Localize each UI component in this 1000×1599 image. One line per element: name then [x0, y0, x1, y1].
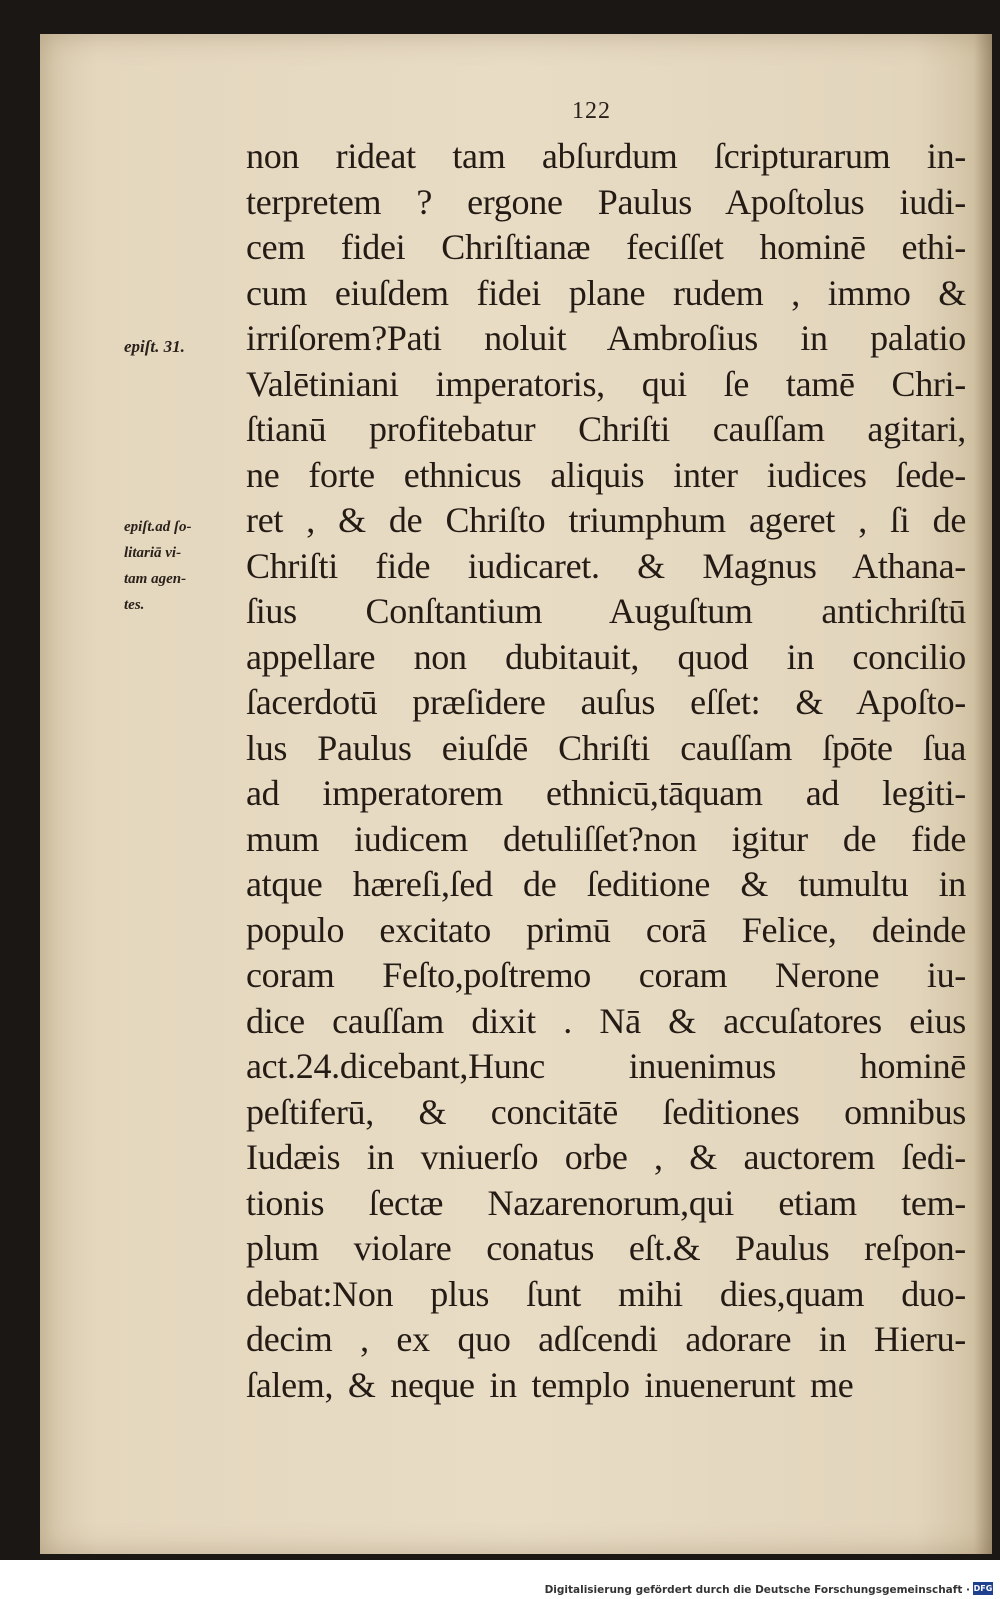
text-line: coram Feſto,poſtremo coram Nerone iu- [246, 955, 966, 995]
text-line: populo excitato primū corā Felice, deinde [246, 909, 966, 950]
text-line: Iudæis in vniuerſo orbe , & auctorem ſedi- [246, 1137, 966, 1177]
marginal-line: epiſt. 31. [124, 337, 185, 356]
text-line: peſtiferū, & concitātē ſeditiones omnibus [246, 1091, 966, 1132]
text-line: atque hæreſi,ſed de ſeditione & tumultu in [246, 864, 966, 904]
text-line: irriſorem?Pati noluit Ambroſius in palatio [246, 318, 966, 358]
marginal-line: epiſt.ad ſo- [124, 519, 192, 535]
text-line: ret , & de Chriſto triumphum ageret , ſi de [246, 500, 966, 540]
marginal-line: tes. [124, 597, 145, 613]
text-line: mum iudicem detuliſſet?non igitur de fide [246, 818, 966, 859]
text-line: cem fidei Chriſtianæ feciſſet hominē ethi- [246, 227, 966, 267]
text-line: dice cauſſam dixit . Nā & accuſatores eius [246, 1000, 966, 1041]
page-edge-shadow [974, 34, 992, 1554]
body-text [246, 134, 966, 1408]
text-line: ſacerdotū præſidere auſus eſſet: & Apoſto- [246, 682, 966, 722]
text-line: lus Paulus eiuſdē Chriſti cauſſam ſpōte ſua [246, 727, 966, 768]
text-line: non rideat tam abſurdum ſcripturarum in- [246, 136, 966, 176]
dfg-logo: DFG [973, 1584, 993, 1593]
text-line: tionis ſectæ Nazarenorum,qui etiam tem- [246, 1182, 966, 1223]
marginal-line: litariā vi- [124, 545, 182, 561]
text-line: decim , ex quo adſcendi adorare in Hieru- [246, 1319, 966, 1359]
text-line: appellare non dubitauit, quod in concilio [246, 636, 966, 677]
marginal-note-epistle-31 [124, 334, 236, 360]
text-line: debat:Non plus ſunt mihi dies,quam duo- [246, 1273, 966, 1314]
text-line: ſius Conſtantium Auguſtum antichriſtū [246, 591, 966, 631]
text-line: ad imperatorem ethnicū,tāquam ad legiti- [246, 773, 966, 813]
text-line: ſalem, & neque in templo inuenerunt me [246, 1364, 854, 1405]
book-page [40, 34, 992, 1554]
text-line: cum eiuſdem fidei plane rudem , immo & [246, 272, 966, 313]
page-number: 122 [572, 98, 611, 124]
funding-credit: Digitalisierung gefördert durch die Deutsche Forschungsgemeinschaft · [544, 1584, 970, 1596]
text-line: Chriſti fide iudicaret. & Magnus Athana- [246, 545, 966, 586]
text-line: act.24.dicebant,Hunc inuenimus hominē [246, 1046, 966, 1086]
text-line: Valētiniani imperatoris, qui ſe tamē Chri- [246, 363, 966, 404]
text-line: ſtianū profitebatur Chriſti cauſſam agitari, [246, 409, 966, 449]
text-line: plum violare conatus eſt.& Paulus reſpon- [246, 1228, 966, 1268]
marginal-note-epistle-solitariam [124, 514, 236, 618]
marginal-line: tam agen- [124, 571, 187, 587]
text-line: terpretem ? ergone Paulus Apoſtolus iudi- [246, 181, 966, 222]
text-line: ne forte ethnicus aliquis inter iudices ſede- [246, 454, 966, 495]
